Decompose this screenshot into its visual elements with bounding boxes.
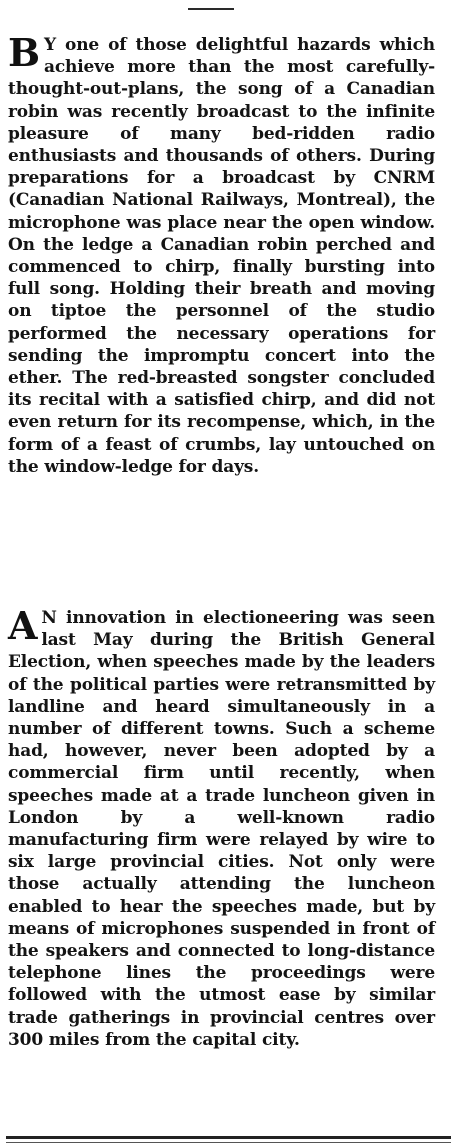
drop-cap-letter: A [8,603,38,648]
lead-letter: N [41,608,57,628]
drop-cap-letter: B [8,30,40,75]
article-electioneering [8,603,435,1051]
article-body-text: one of those delightful hazards which achieve more than the most carefully-thought-out-plans, the song of a Canadian robin was recently broadcast to the infinite pleasure of many bed-ridden radio enthusiasts and thousands of others. During preparations for a broadcast by CNRM (Canadian National Railways, Montreal), the microphone was place near the open window. On the ledge a Canadian robin perched and commenced to chirp, finally bursting into full song. Holding their breath and moving on tiptoe the personnel of the studio performed the necessary operations for sending the impromptu concert into the ether. The red-breasted songster concluded its recital with a satisfied chirp, and did not even return for its recompense, which, in the form of a feast of crumbs, lay untouched on the window-ledge for days. [8,35,435,477]
article-body-text: innovation in electioneering was seen last May during the British General Election, when speeches made by the leaders of the political parties were retransmitted by landline and heard simultaneously in a number of different towns. Such a scheme had, however, never been adopted by a commercial firm until recently, when speeches made at a trade luncheon given in London by a well-known radio manufacturing firm were relayed by wire to six large provincial cities. Not only were those actually attending the luncheon enabled to hear the speeches made, but by means of microphones suspended in front of the speakers and connected to long-distance telephone lines the proceedings were followed with the utmost ease by similar trade gatherings in provincial centres over 300 miles from the capital city. [8,608,435,1050]
top-divider-rule [188,8,234,10]
lead-letter: Y [43,35,56,55]
bottom-divider-rule [6,1136,451,1139]
bottom-divider-rule-thin [6,1142,451,1143]
article-canadian-robin [8,30,435,478]
